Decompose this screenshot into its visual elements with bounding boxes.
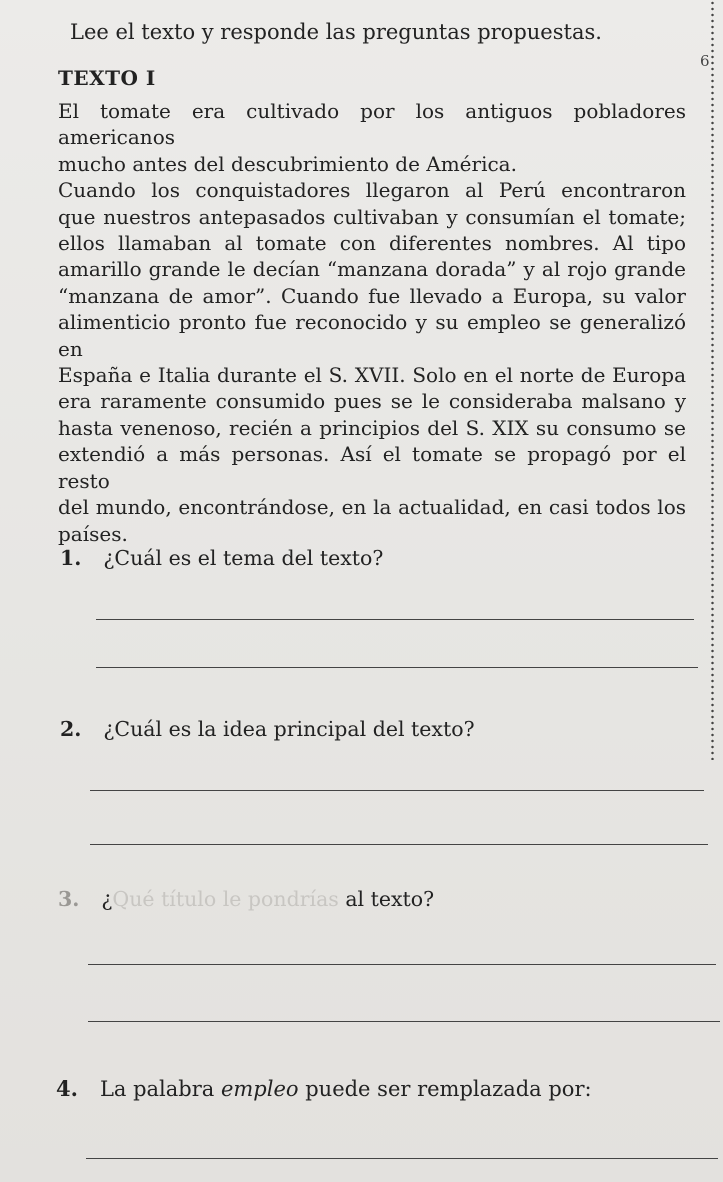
question-number: 1.	[60, 546, 82, 570]
answer-line[interactable]	[96, 619, 694, 620]
passage-line: alimenticio pronto fue reconocido y su empleo se generalizó en	[58, 310, 686, 361]
answer-line[interactable]	[90, 790, 704, 791]
passage-line: ellos llamaban al tomate con diferentes nombres. Al tipo	[58, 231, 686, 256]
answer-line[interactable]	[96, 667, 698, 668]
margin-binding-dots	[711, 0, 714, 760]
passage-line: mucho antes del descubrimiento de América.	[58, 151, 517, 176]
question-text-faded: Qué título le pondrías	[112, 887, 339, 911]
question-text-before: La palabra	[99, 1077, 221, 1101]
passage-line: del mundo, encontrándose, en la actualidad, en casi todos los	[58, 495, 686, 520]
question-text-end: al texto?	[338, 887, 435, 911]
question-text: ¿Cuál es la idea principal del texto?	[103, 717, 475, 741]
passage-line: “manzana de amor”. Cuando fue llevado a Europa, su valor	[58, 283, 686, 308]
question-text-italic: empleo	[220, 1077, 299, 1101]
margin-mark: 6	[700, 52, 710, 70]
passage-line: España e Italia durante el S. XVII. Solo en el norte de Europa	[58, 363, 686, 388]
passage-line: era raramente consumido pues se le consideraba malsano y	[58, 389, 686, 414]
question-3	[58, 887, 434, 911]
passage-line: hasta venenoso, recién a principios del S. XIX su consumo se	[58, 415, 686, 440]
answer-line[interactable]	[88, 1021, 720, 1022]
passage-line: que nuestros antepasados cultivaban y consumían el tomate;	[58, 204, 686, 229]
text-title: TEXTO I	[58, 66, 156, 90]
answer-line[interactable]	[90, 844, 708, 845]
passage-line: El tomate era cultivado por los antiguos pobladores americanos	[58, 99, 686, 150]
question-number: 2.	[60, 717, 82, 741]
question-1	[60, 546, 383, 570]
question-2	[60, 717, 475, 741]
answer-line[interactable]	[86, 1158, 718, 1159]
question-number: 4.	[56, 1076, 78, 1101]
passage-line: países.	[58, 521, 128, 546]
passage-line: amarillo grande le decían “manzana dorada” y al rojo grande	[58, 257, 686, 282]
question-text-start: ¿	[101, 887, 113, 911]
question-number: 3.	[58, 887, 80, 911]
question-text-after: puede ser remplazada por:	[298, 1077, 592, 1101]
passage-line: Cuando los conquistadores llegaron al Perú encontraron	[58, 178, 686, 203]
instruction-text: Lee el texto y responde las preguntas propuestas.	[70, 20, 602, 44]
question-text: ¿Cuál es el tema del texto?	[103, 546, 384, 570]
reading-passage	[58, 98, 686, 547]
passage-line: extendió a más personas. Así el tomate se propagó por el resto	[58, 442, 686, 493]
answer-line[interactable]	[88, 964, 716, 965]
question-4	[56, 1076, 592, 1101]
